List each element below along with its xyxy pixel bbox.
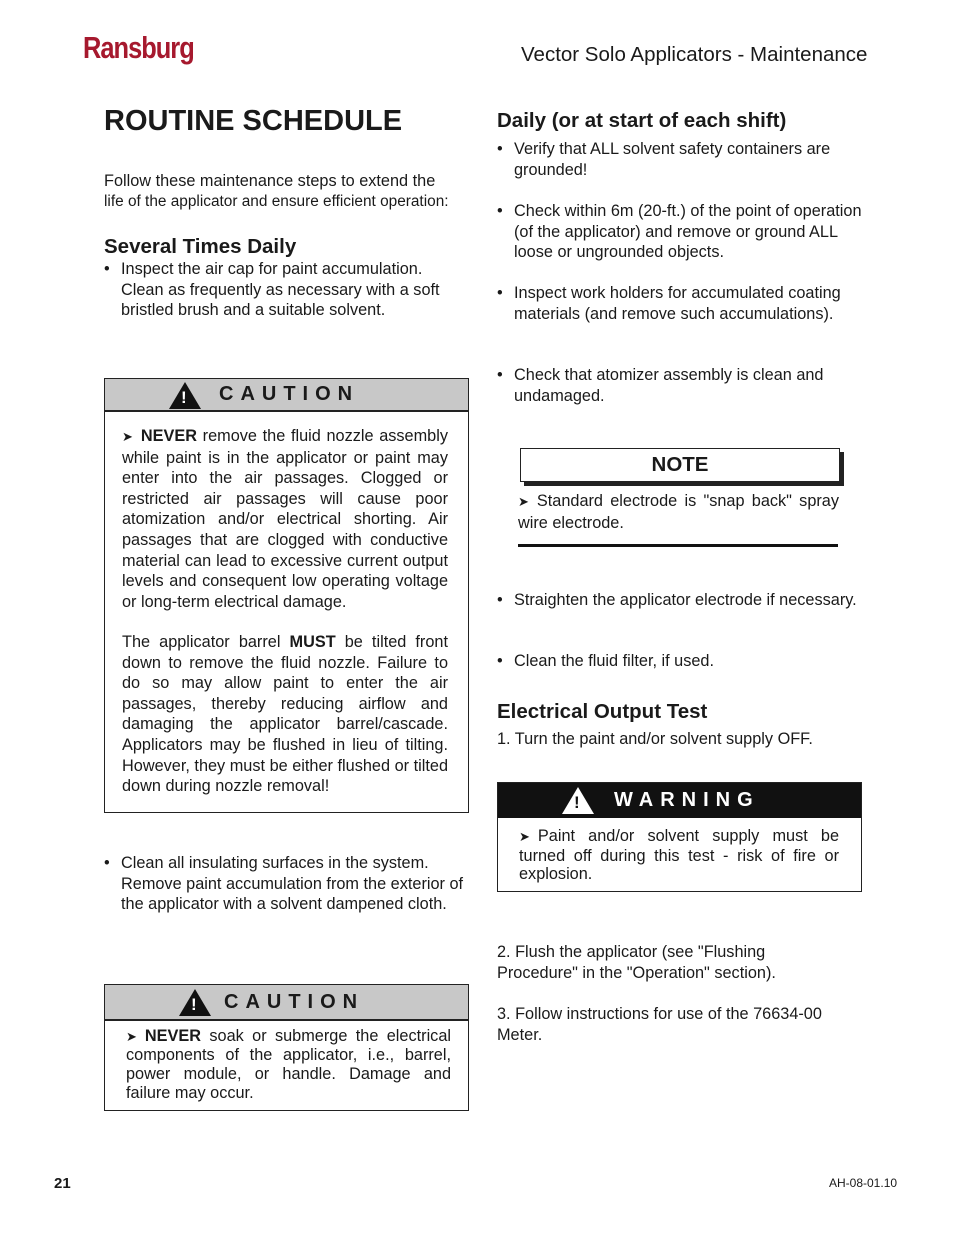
caution-label: CAUTION	[219, 383, 360, 405]
bullet-mark: •	[497, 284, 503, 302]
chevron-right-icon: ➤	[518, 494, 529, 509]
page-header-title: Vector Solo Applicators - Maintenance	[521, 43, 868, 66]
never-emphasis: NEVER	[144, 1027, 202, 1045]
intro-line-1: Follow these maintenance steps to extend the	[104, 172, 436, 190]
bullet-mark: •	[497, 202, 503, 220]
list-item-text: Verify that ALL solvent safety containers are grounded!	[514, 140, 831, 179]
caution-text-a: The applicator barrel	[122, 633, 290, 651]
list-item-text: Check that atomizer assembly is clean and undamaged.	[514, 366, 824, 405]
caution-paragraph-2	[122, 632, 448, 797]
chevron-right-icon: ➤	[519, 829, 530, 844]
note-rule	[518, 544, 838, 547]
chevron-right-icon: ➤	[122, 429, 133, 444]
list-item-text: Check within 6m (20-ft.) of the point of operation (of the applicator) and remove or ground ALL loose or ungrounded objects.	[514, 202, 862, 262]
daily-heading: Daily (or at start of each shift)	[497, 109, 787, 132]
caution-header	[105, 379, 468, 412]
exclamation-icon: !	[574, 793, 580, 812]
warning-label: WARNING	[614, 789, 760, 811]
warning-header	[498, 783, 861, 818]
caution-paragraph-1	[122, 426, 448, 612]
warning-box	[497, 782, 862, 892]
list-item	[497, 139, 834, 180]
caution-header	[105, 985, 468, 1021]
bullet-mark: •	[104, 260, 110, 278]
must-emphasis: MUST	[289, 633, 336, 651]
list-item-text: Clean all insulating surfaces in the system. Remove paint accumulation from the exterior of the applicator with a solvent dampened cloth.	[121, 854, 464, 914]
electrical-output-test-heading: Electrical Output Test	[497, 700, 708, 723]
list-item-text: Clean the fluid filter, if used.	[514, 652, 715, 670]
eot-step-3: 3. Follow instructions for use of the 76634-00 Meter.	[497, 1005, 822, 1044]
warning-text: Paint and/or solvent supply must be turned off during this test - risk of fire or explosion.	[519, 827, 839, 883]
warning-paragraph	[519, 827, 839, 884]
caution-box-2	[104, 984, 469, 1111]
list-item-text: Inspect work holders for accumulated coating materials (and remove such accumulations).	[514, 284, 841, 323]
several-times-daily-heading: Several Times Daily	[104, 235, 297, 258]
bullet-mark: •	[497, 652, 503, 670]
list-item-text: Inspect the air cap for paint accumulation. Clean as frequently as necessary with a soft bristled brush and a suitable solvent.	[121, 260, 440, 320]
list-item	[497, 365, 859, 406]
caution-paragraph	[126, 1027, 451, 1103]
note-box	[520, 448, 840, 482]
chevron-right-icon: ➤	[126, 1029, 137, 1044]
caution-text: soak or submerge the electrical components of the applicator, i.e., barrel, power module, or handle. Damage and failure may occur.	[126, 1027, 451, 1102]
caution-box	[104, 378, 469, 813]
intro-line-2: life of the applicator and ensure efficient operation:	[104, 193, 449, 210]
list-item	[497, 201, 864, 263]
eot-step-2: 2. Flush the applicator (see "Flushing Procedure" in the "Operation" section).	[497, 943, 776, 982]
brand-logo: Ransburg	[83, 30, 194, 65]
list-item	[497, 590, 864, 611]
list-item	[497, 283, 854, 324]
caution-label: CAUTION	[224, 991, 365, 1013]
exclamation-icon: !	[191, 995, 197, 1014]
section-title: ROUTINE SCHEDULE	[104, 105, 403, 137]
page-number: 21	[54, 1175, 71, 1192]
bullet-mark: •	[104, 854, 110, 872]
note-label: NOTE	[651, 453, 709, 476]
never-emphasis: NEVER	[140, 427, 198, 445]
note-body: Standard electrode is "snap back" spray wire electrode.	[518, 492, 839, 532]
note-text	[518, 491, 839, 533]
list-item	[497, 651, 864, 672]
eot-step-1: 1. Turn the paint and/or solvent supply OFF.	[497, 730, 813, 748]
caution-text: remove the fluid nozzle assembly while paint is in the applicator or paint may enter into the air passages. Clogged or restricted air passages will cause poor atomization and/or electrical shorting. Air passages that are clogged with conductive material can lead to excessive current output levels and consequent low operating voltage or long-term electrical damage.	[122, 427, 448, 611]
exclamation-icon: !	[181, 388, 187, 407]
caution-text-b: be tilted front down to remove the fluid nozzle. Failure to do so may allow paint to enter the air passages, thereby reducing airflow and damaging the applicator barrel/cascade. Applicators may be flushed in lieu of tilting. However, they must be either flushed or tilted down during nozzle removal!	[122, 633, 448, 796]
bullet-mark: •	[497, 366, 503, 384]
list-item	[104, 259, 467, 321]
document-code: AH-08-01.10	[829, 1176, 898, 1190]
list-item-text: Straighten the applicator electrode if necessary.	[514, 591, 857, 609]
bullet-mark: •	[497, 591, 503, 609]
bullet-mark: •	[497, 140, 503, 158]
list-item	[104, 853, 471, 915]
